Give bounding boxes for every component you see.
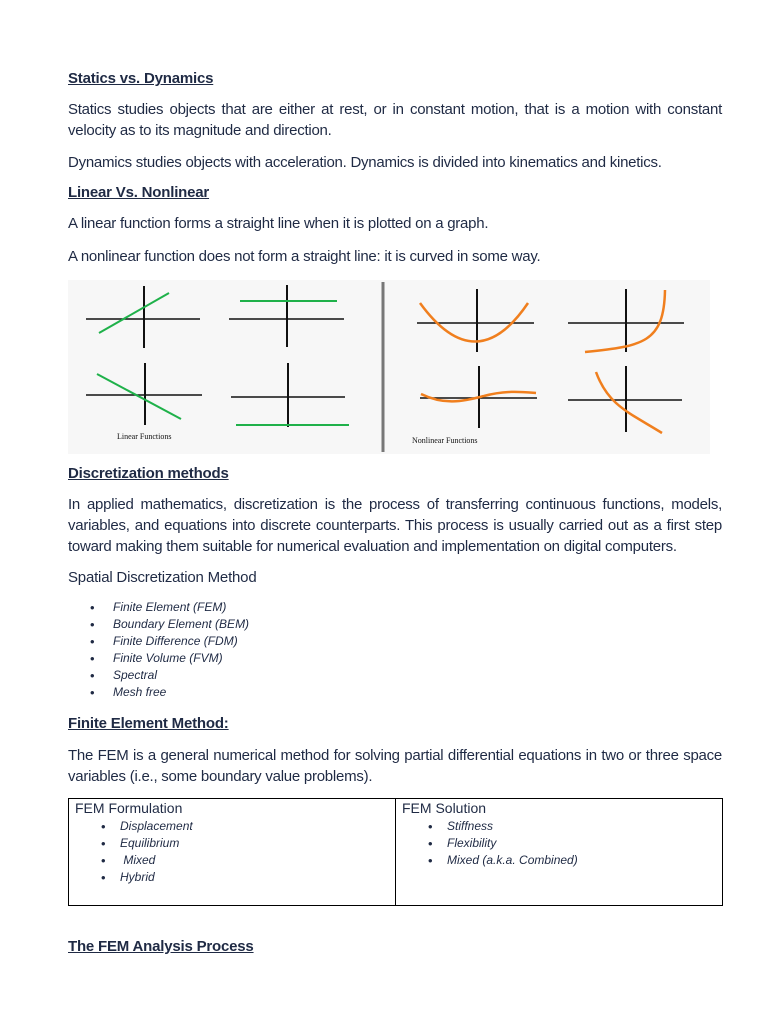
heading-statics-dynamics: Statics vs. Dynamics: [68, 70, 214, 87]
list-item: • Finite Element (FEM): [68, 599, 249, 616]
functions-figure: [68, 280, 710, 454]
heading-discretization: Discretization methods: [68, 465, 229, 482]
subheading-spatial: Spatial Discretization Method: [68, 569, 257, 586]
list-item: • Mixed: [69, 852, 395, 869]
paragraph-dynamics: Dynamics studies objects with acceleration. Dynamics is divided into kinematics and kinetics.: [68, 154, 662, 171]
fem-formulation-cell: [69, 799, 396, 906]
list-item: • Finite Volume (FVM): [68, 650, 249, 667]
list-item: • Equilibrium: [69, 835, 395, 852]
linear-caption: Linear Functions: [117, 432, 172, 441]
paragraph-nonlinear: A nonlinear function does not form a straight line: it is curved in some way.: [68, 248, 541, 265]
fem-solution-header: FEM Solution: [402, 800, 487, 816]
list-item: • Spectral: [68, 667, 249, 684]
list-item: • Finite Difference (FDM): [68, 633, 249, 650]
paragraph-discretization: In applied mathematics, discretization is the process of transferring continuous functions, models, variables, and equations into discrete counterparts. This process is usually carried out as a first step toward making them suitable for numerical evaluation and implementation on digital computers.: [68, 496, 722, 555]
paragraph-statics: Statics studies objects that are either at rest, or in constant motion, that is a motion with constant velocity as to its magnitude and direction.: [68, 101, 722, 139]
heading-fem: Finite Element Method:: [68, 715, 229, 732]
fem-solution-cell: [396, 799, 723, 906]
methods-list: [68, 599, 249, 701]
figure-background: [68, 280, 710, 454]
heading-linear-nonlinear: Linear Vs. Nonlinear: [68, 184, 210, 201]
fem-table: [68, 798, 723, 906]
list-item: • Stiffness: [396, 818, 722, 835]
heading-fem-analysis: The FEM Analysis Process: [68, 938, 254, 955]
list-item: • Flexibility: [396, 835, 722, 852]
paragraph-fem: The FEM is a general numerical method for solving partial differential equations in two or three space variables (i.e., some boundary value problems).: [68, 747, 722, 785]
list-item: • Mixed (a.k.a. Combined): [396, 852, 722, 869]
list-item: • Displacement: [69, 818, 395, 835]
nonlinear-caption: Nonlinear Functions: [412, 436, 478, 445]
fem-formulation-list: [69, 818, 395, 886]
table-row: [69, 799, 723, 906]
paragraph-linear: A linear function forms a straight line when it is plotted on a graph.: [68, 215, 489, 232]
fem-solution-list: [396, 818, 722, 869]
list-item: • Mesh free: [68, 684, 249, 701]
functions-figure-svg: [68, 280, 710, 454]
list-item: • Boundary Element (BEM): [68, 616, 249, 633]
fem-formulation-header: FEM Formulation: [75, 800, 183, 816]
list-item: • Hybrid: [69, 869, 395, 886]
